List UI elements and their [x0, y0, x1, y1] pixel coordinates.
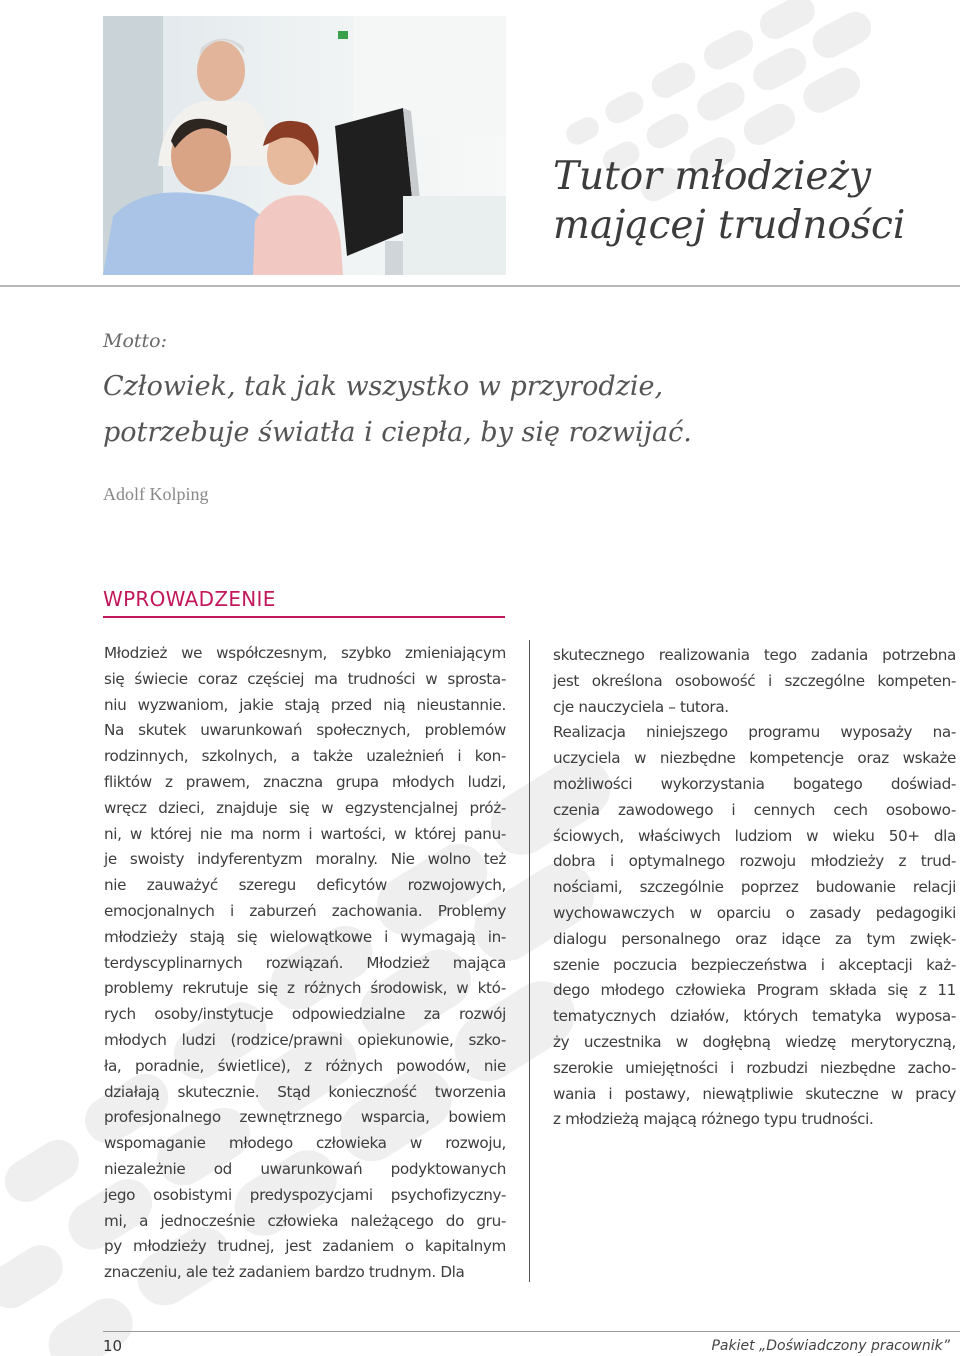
left-column-line: wspomaganie młodego człowieka w rozwoju,: [104, 1134, 506, 1153]
column-divider: [529, 640, 530, 1282]
footer-rule: [103, 1331, 960, 1332]
motto-line-2: potrzebuje światła i ciepła, by się rozwijać.: [103, 417, 692, 448]
left-column-line: problemy rekrutuje się z różnych środowisk, w któ-: [104, 979, 506, 998]
left-column-line: py młodzieży trudnej, jest zadaniem o kapitalnym: [104, 1237, 506, 1256]
header-photo: [103, 16, 506, 275]
left-column-line: młodych ludzi (rodzice/prawni opiekunowie, szko-: [104, 1030, 506, 1049]
left-column-line: Na skutek uwarunkowań społecznych, problemów: [104, 721, 506, 740]
left-column-line: znaczeniu, ale też zadaniem bardzo trudnym. Dla: [104, 1263, 465, 1282]
page-title-line-2: mającej trudności: [553, 203, 906, 248]
right-column-line: jest określona osobowość i szczególne kompeten-: [553, 671, 956, 690]
right-column-line: tematycznych działów, których tematyka wyposa-: [553, 1007, 956, 1026]
right-column-line: dialogu personalnego oraz idące za tym zwięk-: [553, 929, 956, 948]
right-column-line: ży uczestnika w dogłębną wiedzę merytoryczną,: [553, 1032, 956, 1051]
left-column-line: ni, w której nie ma norm i wartości, w której panu-: [104, 824, 506, 843]
left-text-column: [104, 641, 506, 1286]
left-column-line: działają skutecznie. Stąd konieczność tworzenia: [104, 1082, 506, 1101]
left-column-line: nie zauważyć szeregu deficytów rozwojowych,: [104, 876, 506, 895]
right-column-line: Realizacja niniejszego programu wyposaży na-: [553, 723, 956, 742]
motto-label: Motto:: [103, 330, 168, 352]
left-column-line: rych osoby/instytucje odpowiedzialne za rozwój: [104, 1005, 506, 1024]
section-heading: WPROWADZENIE: [103, 587, 276, 611]
right-column-line: z młodzieżą mającą różnego typu trudności.: [553, 1110, 874, 1129]
left-column-line: profesjonalnego zewnętrznego wsparcia, bowiem: [104, 1108, 506, 1127]
left-column-line: rodzinnych, szkolnych, a także uzależnień i kon-: [104, 747, 506, 766]
right-column-line: czenia zawodowego i cennych cech osobowo-: [553, 800, 956, 819]
right-column-line: cje nauczyciela – tutora.: [553, 697, 729, 716]
page-title: [553, 152, 953, 250]
left-column-line: fliktów z prawem, znaczna grupa młodych ludzi,: [104, 772, 506, 791]
right-column-line: skutecznego realizowania tego zadania potrzebna: [553, 646, 956, 664]
motto-author: Adolf Kolping: [103, 484, 209, 504]
right-column-line: szenie poczucia bezpieczeństwa i akceptacji każ-: [553, 955, 956, 974]
right-text-column: [553, 643, 956, 1133]
motto-quote: [103, 364, 723, 456]
left-column-line: niu wyzwaniom, jakie stają przed nią nieustannie.: [104, 695, 506, 714]
left-column-line: emocjonalnych i zaburzeń zachowania. Problemy: [104, 901, 506, 920]
page-number: 10: [103, 1337, 123, 1355]
left-column-line: mi, a jednocześnie człowieka należącego do gru-: [104, 1211, 506, 1230]
right-column-line: nościami, szczególnie poprzez budowanie relacji: [553, 878, 956, 897]
right-column-line: szerokie umiejętności i rozbudzi niezbędne zacho-: [553, 1058, 956, 1077]
right-column-line: wania i postawy, niewątpliwie skuteczne w pracy: [553, 1084, 956, 1103]
left-column-line: niezależnie od uwarunkowań podyktowanych: [104, 1159, 506, 1178]
motto-line-1: Człowiek, tak jak wszystko w przyrodzie,: [103, 371, 664, 402]
left-column-line: młodzieży stają się wielowątkowe i wymagają in-: [104, 927, 506, 946]
left-column-line: ła, poradnie, świetlice), z różnych powodów, nie: [104, 1056, 506, 1075]
right-column-line: wychowawczych w oparciu o zasady pedagogiki: [553, 903, 956, 922]
right-column-line: dobra i optymalnego rozwoju młodzieży z trud-: [553, 852, 956, 871]
left-column-line: Młodzież we współczesnym, szybko zmieniającym: [104, 644, 506, 662]
people-at-computer-photo: [103, 16, 506, 275]
left-column-line: je swoisty indyferentyzm moralny. Nie wolno też: [104, 850, 506, 869]
left-column-line: jego osobistymi predyspozycjami psychofizyczny-: [104, 1185, 506, 1204]
left-column-line: terdyscyplinarnych rozwiązań. Młodzież mająca: [104, 953, 506, 972]
page-title-line-1: Tutor młodzieży: [553, 154, 872, 199]
left-column-line: wręcz dzieci, znajduje się w egzystencjalnej próż-: [104, 798, 506, 817]
right-column-line: ściowych, właściwych ludziom w wieku 50+ dla: [553, 826, 956, 845]
title-divider: [0, 285, 960, 287]
right-column-line: dego młodego człowieka Program składa się z 11: [553, 981, 956, 1000]
right-column-line: uczyciela w niezbędne kompetencje oraz wskaże: [553, 749, 956, 768]
left-column-line: się świecie coraz częściej ma trudności w sprosta-: [104, 669, 506, 688]
right-column-line: możliwości wykorzystania bogatego doświad-: [553, 774, 956, 793]
footer-publication-title: Pakiet „Doświadczony pracownik”: [711, 1338, 950, 1354]
section-heading-rule: [103, 616, 505, 618]
